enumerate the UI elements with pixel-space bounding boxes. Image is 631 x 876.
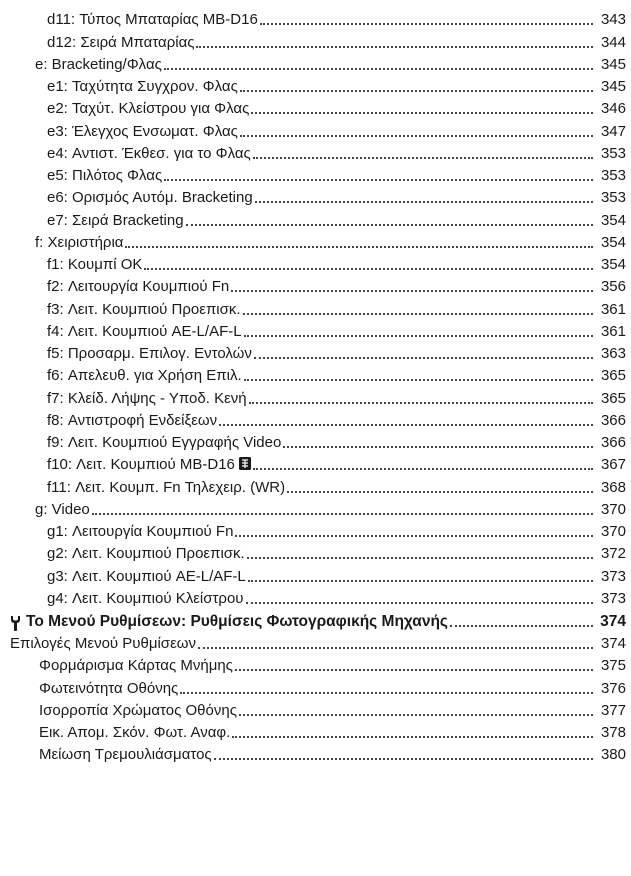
toc-entry-label: Φωτεινότητα Οθόνης	[39, 679, 179, 697]
page-number: 345	[600, 55, 626, 73]
toc-entry-label-wrap	[47, 568, 246, 586]
toc-entry-label-wrap	[35, 234, 123, 252]
toc-entry-label-wrap	[47, 145, 251, 163]
toc-entry-label-wrap	[47, 189, 253, 207]
page-number: 374	[600, 612, 626, 630]
toc-entry-label: Εικ. Απομ. Σκόν. Φωτ. Αναφ.	[39, 724, 231, 741]
toc-entry-label-wrap	[47, 523, 233, 541]
toc-entry[interactable]	[0, 474, 631, 496]
chapter-label: Το Μενού Ρυθμίσεων: Ρυθμίσεις Φωτογραφικής Μηχανής	[26, 612, 448, 630]
table-of-contents	[0, 7, 631, 764]
toc-entry-label-wrap	[47, 278, 229, 296]
toc-entry-label: g1: Λειτουργία Κουμπιού Fn	[47, 523, 234, 540]
page-number: 365	[600, 389, 626, 407]
toc-section-setup-options[interactable]	[0, 631, 631, 653]
leader-dots	[92, 513, 593, 515]
toc-entry[interactable]	[0, 52, 631, 74]
toc-entry-label: f2: Λειτουργία Κουμπιού Fn	[47, 278, 230, 296]
page-number: 380	[600, 746, 626, 764]
page-number: 353	[600, 189, 626, 207]
leader-dots	[249, 402, 593, 404]
toc-entry-label-wrap	[39, 724, 230, 742]
page-number: 378	[600, 724, 626, 741]
page-number: 373	[600, 589, 626, 607]
toc-entry-label-wrap	[47, 212, 184, 230]
leader-dots	[287, 491, 593, 493]
page-number: 361	[600, 322, 626, 340]
toc-entry-label: f7: Κλείδ. Λήψης - Υποδ. Κενή	[47, 389, 247, 407]
toc-entry-label-wrap	[35, 56, 162, 74]
toc-entry-label: f1: Κουμπί OK	[47, 256, 143, 273]
leader-dots	[240, 90, 593, 92]
toc-entry-label: e7: Σειρά Bracketing	[47, 211, 184, 229]
toc-entry-label-wrap	[47, 434, 281, 452]
toc-entry[interactable]	[0, 274, 631, 296]
leader-dots	[164, 179, 593, 181]
lock-icon	[239, 457, 251, 470]
page-number: 361	[600, 300, 626, 318]
leader-dots	[125, 246, 593, 248]
chapter-label-wrap	[10, 613, 448, 631]
leader-dots	[253, 468, 593, 470]
toc-entry[interactable]	[0, 230, 631, 252]
page-number: 370	[600, 523, 626, 540]
toc-entry-label-wrap	[47, 456, 251, 474]
leader-dots	[243, 313, 593, 315]
leader-dots	[244, 379, 593, 381]
leader-dots	[246, 602, 593, 604]
leader-dots	[231, 290, 593, 292]
toc-entry-label: f8: Αντιστροφή Ενδείξεων	[47, 411, 218, 429]
toc-entry[interactable]	[0, 653, 631, 675]
toc-entry-label-wrap	[47, 323, 242, 341]
page-number: 374	[600, 635, 626, 652]
page-number: 370	[600, 500, 626, 518]
page-number: 346	[600, 100, 626, 118]
page-number: 375	[600, 657, 626, 675]
toc-entry[interactable]	[0, 141, 631, 163]
toc-chapter-setup-menu[interactable]	[0, 608, 631, 631]
leader-dots	[164, 68, 593, 70]
page-number: 347	[600, 122, 626, 140]
leader-dots	[144, 268, 593, 270]
toc-entry-label-wrap	[47, 412, 217, 430]
toc-entry[interactable]	[0, 96, 631, 118]
toc-entry[interactable]	[0, 541, 631, 563]
toc-entry-label: f11: Λειτ. Κουμπ. Fn Τηλεχειρ. (WR)	[47, 478, 286, 496]
toc-entry[interactable]	[0, 519, 631, 541]
toc-entry-label-wrap	[39, 702, 237, 720]
toc-entry[interactable]	[0, 497, 631, 519]
toc-entry-label: e4: Αντιστ. Έκθεσ. για το Φλας	[47, 144, 251, 162]
page-number: 366	[600, 434, 626, 451]
toc-entry[interactable]	[0, 74, 631, 96]
leader-dots	[247, 557, 593, 559]
leader-dots	[196, 46, 593, 48]
toc-entry-label: Φορμάρισμα Κάρτας Μνήμης	[39, 657, 233, 675]
page-number: 365	[600, 367, 626, 385]
toc-entry-label: e5: Πιλότος Φλας	[47, 167, 163, 184]
toc-entry-label-wrap	[47, 11, 258, 29]
toc-entry-label-wrap	[47, 100, 249, 118]
leader-dots	[253, 157, 593, 159]
toc-entry-label-wrap	[39, 680, 178, 698]
page-number: 373	[600, 567, 626, 585]
toc-entry[interactable]	[0, 207, 631, 229]
toc-entry-label: f5: Προσαρμ. Επιλογ. Εντολών	[47, 345, 252, 362]
leader-dots	[219, 424, 593, 426]
toc-entry-label-wrap	[47, 167, 162, 185]
toc-entry[interactable]	[0, 296, 631, 318]
leader-dots	[235, 669, 593, 671]
toc-entry-label: g: Video	[35, 500, 90, 518]
leader-dots	[235, 535, 593, 537]
toc-entry[interactable]	[0, 742, 631, 764]
toc-entry-label: d12: Σειρά Μπαταρίας	[47, 33, 195, 51]
leader-dots	[240, 135, 593, 137]
toc-entry[interactable]	[0, 586, 631, 608]
toc-entry-label: f3: Λειτ. Κουμπιού Προεπισκ.	[47, 300, 241, 318]
page-number: 354	[600, 211, 626, 229]
leader-dots	[248, 580, 593, 582]
page-number: 363	[600, 345, 626, 362]
toc-entry[interactable]	[0, 363, 631, 385]
leader-dots	[450, 625, 593, 627]
toc-entry[interactable]	[0, 408, 631, 430]
toc-entry-label: g2: Λειτ. Κουμπιού Προεπισκ.	[47, 545, 245, 563]
toc-entry-label: f10: Λειτ. Κουμπιού MB-D16	[47, 456, 235, 474]
toc-entry[interactable]	[0, 252, 631, 274]
toc-entry-label-wrap	[39, 657, 233, 675]
toc-entry-label: Μείωση Τρεμουλιάσματος	[39, 746, 212, 764]
toc-entry-label-wrap	[47, 590, 244, 608]
toc-entry-label: e1: Ταχύτητα Συγχρον. Φλας	[47, 78, 238, 95]
toc-entry[interactable]	[0, 385, 631, 407]
toc-entry[interactable]	[0, 118, 631, 140]
toc-sub-entries	[0, 653, 631, 764]
leader-dots	[255, 201, 593, 203]
toc-entry[interactable]	[0, 341, 631, 363]
page-number: 367	[600, 456, 626, 474]
toc-entry-label-wrap	[47, 78, 238, 96]
toc-entry-label-wrap	[47, 256, 142, 274]
wrench-icon	[10, 615, 21, 631]
page-number: 366	[600, 411, 626, 429]
leader-dots	[180, 692, 593, 694]
toc-entry-label-wrap	[47, 345, 252, 363]
toc-entry-label-wrap	[47, 123, 238, 141]
page-number: 353	[600, 144, 626, 162]
page-number: 353	[600, 167, 626, 184]
leader-dots	[244, 335, 593, 337]
toc-entries	[0, 7, 631, 608]
toc-entry[interactable]	[0, 319, 631, 341]
toc-entry-label: f4: Λειτ. Κουμπιού AE-L/AF-L	[47, 322, 242, 340]
toc-entry[interactable]	[0, 698, 631, 720]
page-number: 372	[600, 545, 626, 563]
toc-entry-label-wrap	[39, 746, 212, 764]
toc-entry-label-wrap	[47, 301, 241, 319]
leader-dots	[232, 736, 593, 738]
toc-entry-label-wrap	[47, 367, 242, 385]
toc-entry-label: e: Bracketing/Φλας	[35, 55, 162, 73]
leader-dots	[198, 647, 593, 649]
toc-entry-label: g4: Λειτ. Κουμπιού Κλείστρου	[47, 589, 244, 607]
toc-entry-label: e6: Ορισμός Αυτόμ. Bracketing	[47, 189, 253, 207]
toc-entry-label-wrap	[35, 501, 90, 519]
leader-dots	[186, 224, 593, 226]
page-number: 354	[600, 256, 626, 273]
page-number: 377	[600, 701, 626, 719]
toc-entry[interactable]	[0, 563, 631, 585]
page-number: 376	[600, 679, 626, 697]
toc-entry-label: f9: Λειτ. Κουμπιού Εγγραφής Video	[47, 434, 282, 451]
toc-entry-label: d11: Τύπος Μπαταρίας MB-D16	[47, 11, 258, 29]
toc-entry[interactable]	[0, 430, 631, 452]
leader-dots	[260, 23, 593, 25]
page-number: 344	[600, 33, 626, 51]
toc-entry-label: Ισορροπία Χρώματος Οθόνης	[39, 701, 237, 719]
toc-entry[interactable]	[0, 29, 631, 51]
toc-entry-label-wrap	[47, 34, 194, 52]
toc-entry-label-wrap	[47, 390, 247, 408]
leader-dots	[283, 446, 593, 448]
toc-entry-label: e2: Ταχύτ. Κλείστρου για Φλας	[47, 100, 250, 118]
toc-entry-label: f6: Απελευθ. για Χρήση Επιλ.	[47, 367, 242, 385]
toc-entry-label: e3: Έλεγχος Ενσωματ. Φλας	[47, 122, 238, 140]
toc-entry[interactable]	[0, 720, 631, 742]
page-number: 354	[600, 233, 626, 251]
leader-dots	[254, 357, 593, 359]
leader-dots	[251, 112, 593, 114]
leader-dots	[239, 714, 593, 716]
toc-entry[interactable]	[0, 163, 631, 185]
leader-dots	[214, 758, 593, 760]
page-number: 345	[600, 78, 626, 95]
toc-entry-label-wrap	[47, 545, 245, 563]
toc-entry[interactable]	[0, 7, 631, 29]
section-label: Επιλογές Μενού Ρυθμίσεων	[10, 635, 196, 652]
toc-entry-label: f: Χειριστήρια	[35, 233, 124, 251]
toc-entry-label-wrap	[47, 479, 285, 497]
page-number: 368	[600, 478, 626, 496]
toc-entry[interactable]	[0, 452, 631, 474]
toc-entry-label: g3: Λειτ. Κουμπιού AE-L/AF-L	[47, 567, 246, 585]
page-number: 343	[600, 11, 626, 29]
page-number: 356	[600, 278, 626, 296]
toc-entry[interactable]	[0, 675, 631, 697]
toc-entry[interactable]	[0, 185, 631, 207]
